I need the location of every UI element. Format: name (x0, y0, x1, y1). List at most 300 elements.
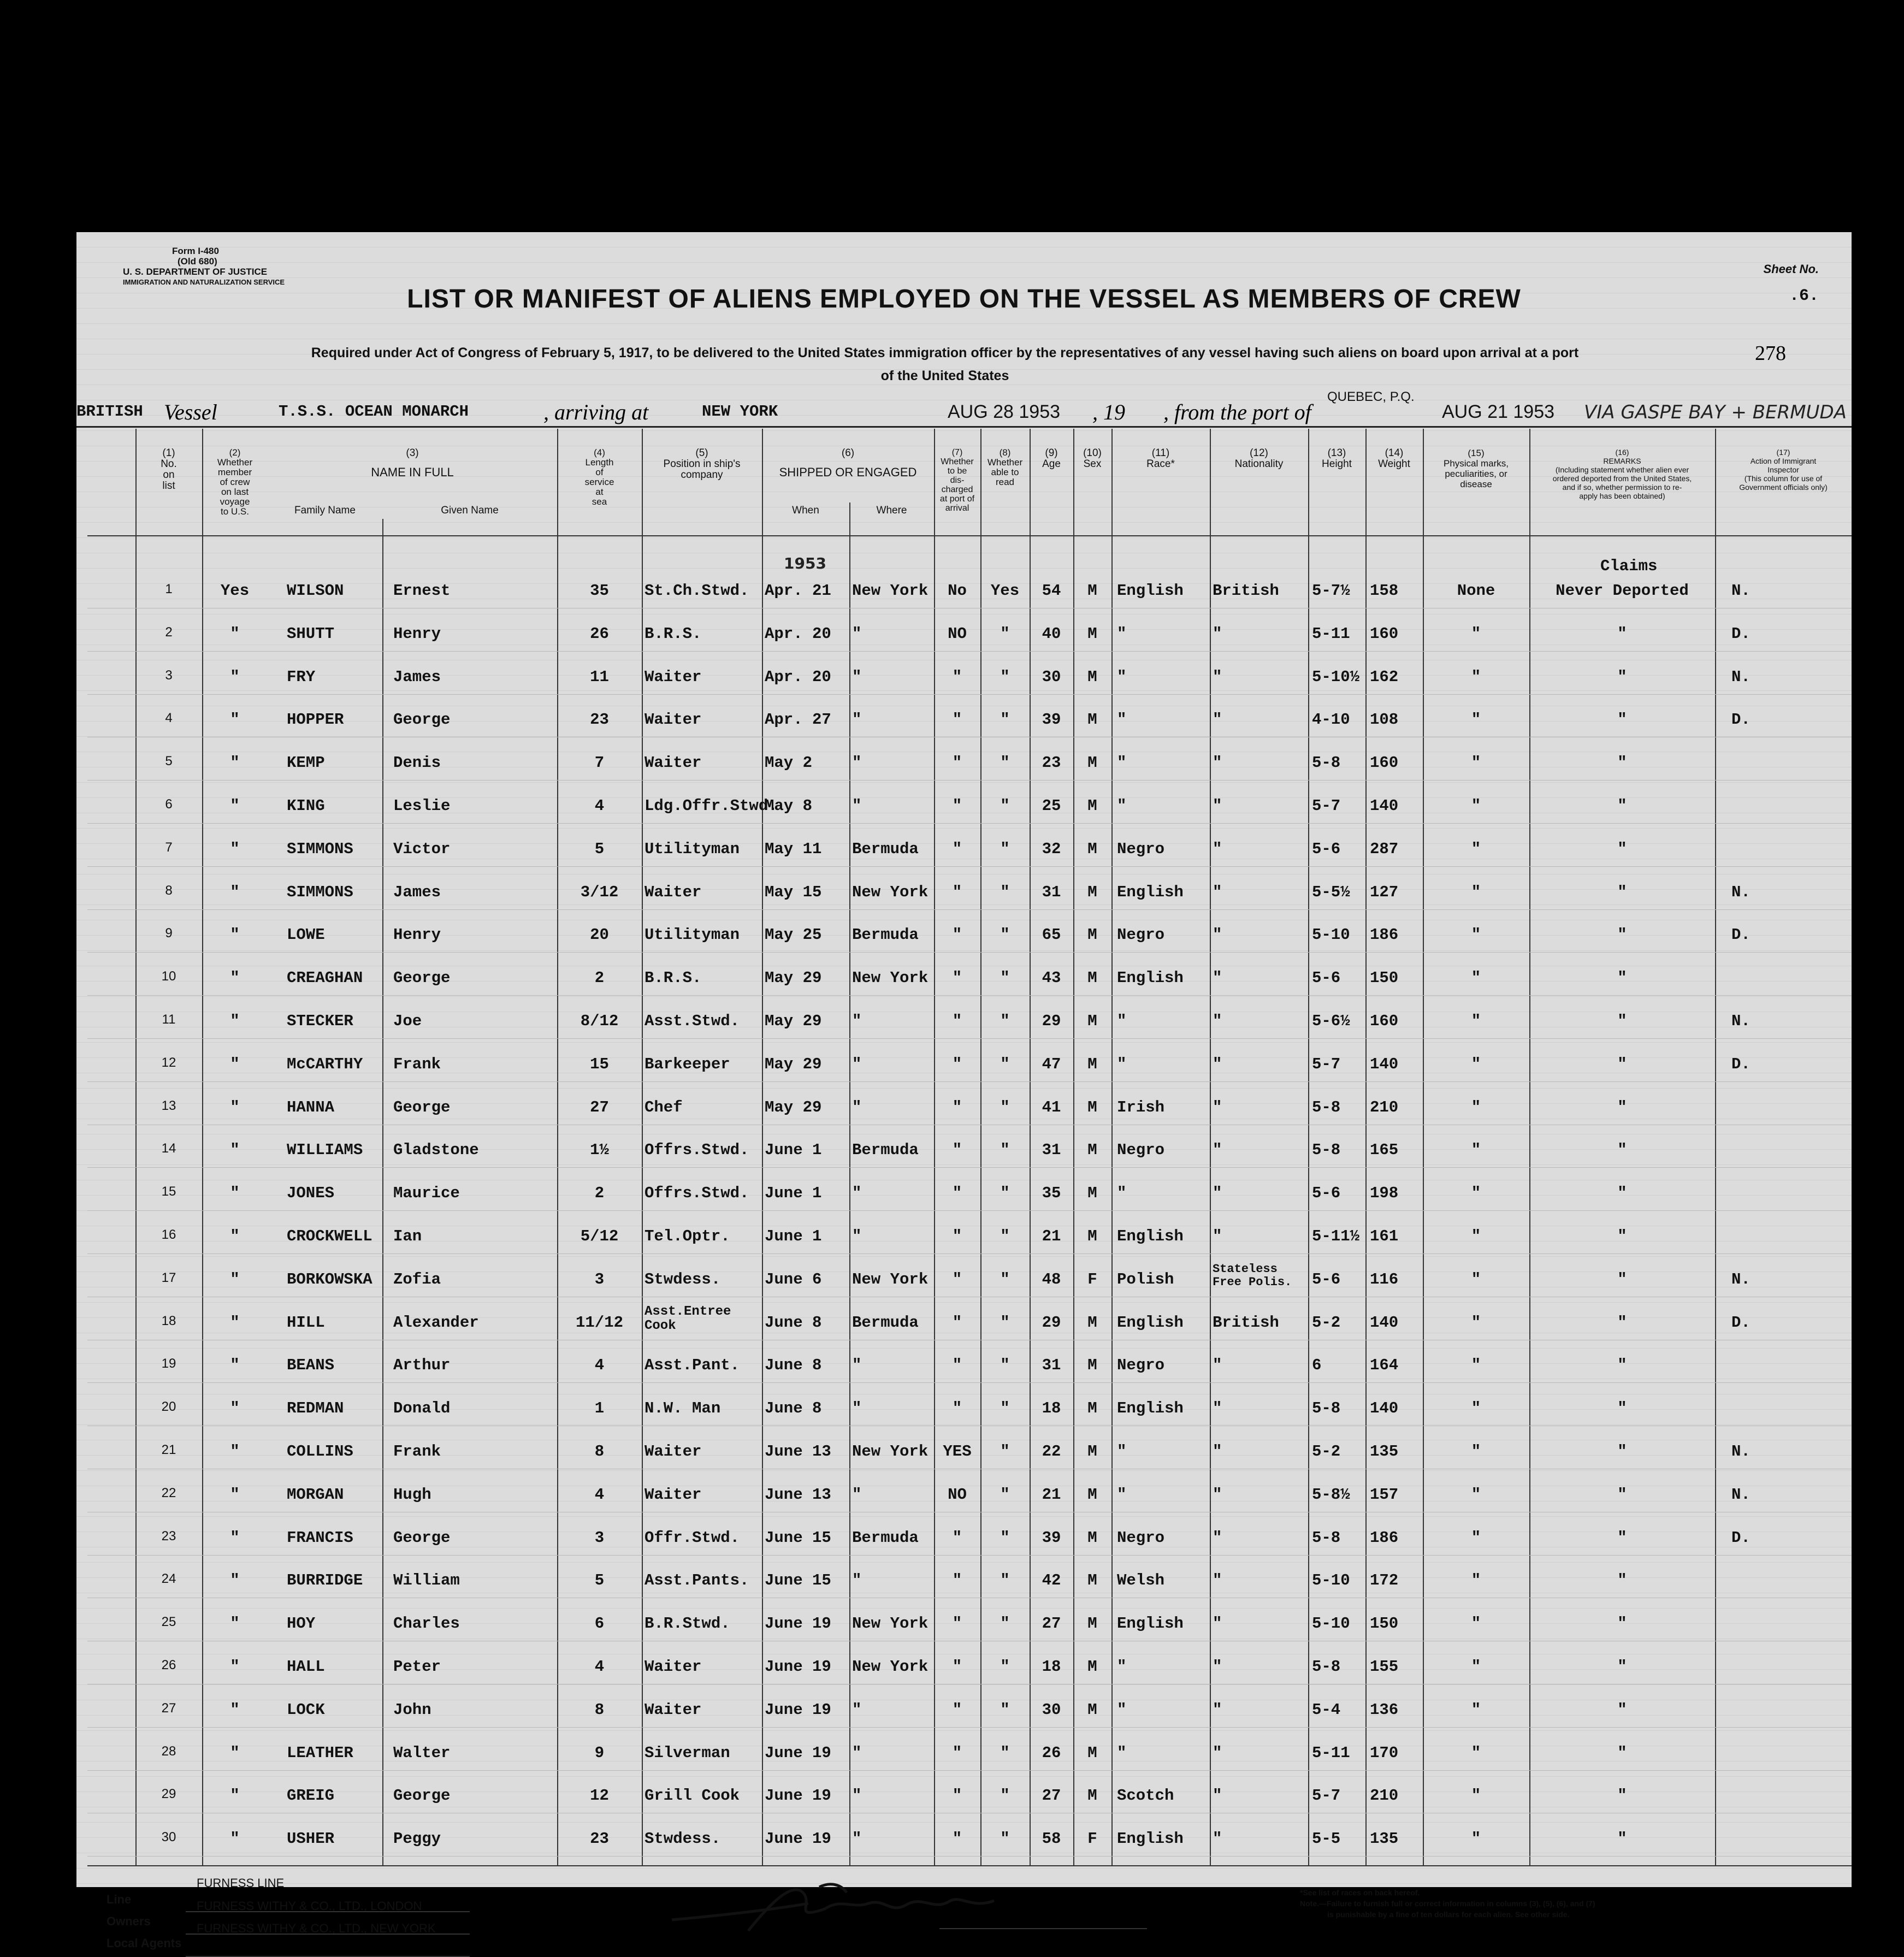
crew-shipped-where: " (852, 797, 862, 815)
crew-prev-voyage: " (230, 1658, 240, 1676)
crew-able-to-read: " (1000, 1658, 1010, 1676)
crew-remarks: " (1617, 1184, 1627, 1203)
crew-physical-marks: " (1471, 1141, 1481, 1160)
footnote-penalty: Note.—Failure to furnish full or correct information in columns (3), (5), (6), and (7) (1300, 1899, 1595, 1908)
crew-physical-marks: " (1471, 754, 1481, 772)
crew-position: Barkeeper (644, 1055, 730, 1073)
crew-able-to-read: " (1000, 1615, 1010, 1633)
crew-given-name: James (393, 883, 441, 901)
crew-family-name: CREAGHAN (287, 969, 363, 988)
crew-physical-marks: " (1471, 1485, 1481, 1504)
column-rule (382, 519, 383, 1865)
crew-nationality: " (1213, 1700, 1222, 1719)
crew-family-name: KING (287, 797, 325, 815)
crew-position: Waiter (644, 1658, 702, 1676)
crew-row-number: 3 (165, 667, 173, 683)
crew-shipped-where: " (852, 1399, 862, 1418)
crew-sex: M (1087, 582, 1097, 600)
crew-age: 25 (1042, 797, 1061, 815)
column-rule (1365, 429, 1367, 1865)
crew-sex: M (1087, 797, 1097, 815)
crew-shipped-where: New York (852, 1658, 929, 1676)
crew-able-to-read: " (1000, 1270, 1010, 1288)
crew-to-be-discharged: " (952, 1055, 962, 1073)
crew-prev-voyage: Yes (220, 582, 250, 600)
crew-remarks: " (1617, 1442, 1627, 1461)
crew-race: " (1117, 1700, 1127, 1719)
crew-position: Silverman (644, 1743, 730, 1762)
crew-length-of-service: 3 (594, 1270, 605, 1288)
crew-race: " (1117, 624, 1127, 643)
crew-prev-voyage: " (230, 1442, 240, 1461)
crew-remarks: " (1617, 926, 1627, 944)
crew-able-to-read: " (1000, 1356, 1010, 1375)
header-no-on-list: (1) No. on list (161, 447, 177, 492)
crew-physical-marks: " (1471, 797, 1481, 815)
crew-to-be-discharged: " (952, 1615, 962, 1633)
crew-family-name: STECKER (287, 1012, 353, 1030)
crew-nationality: " (1213, 883, 1222, 901)
crew-remarks: " (1617, 1615, 1627, 1633)
crew-nationality: British (1213, 582, 1279, 600)
crew-physical-marks: " (1471, 711, 1481, 729)
crew-shipped-where: " (852, 754, 862, 772)
crew-physical-marks: " (1471, 969, 1481, 988)
crew-to-be-discharged: " (952, 1743, 962, 1762)
crew-length-of-service: 4 (594, 797, 605, 815)
crew-shipped-when: May 29 (765, 1012, 822, 1030)
crew-height: 5-8 (1312, 1399, 1341, 1418)
crew-race: English (1117, 1313, 1184, 1332)
crew-position: Waiter (644, 667, 702, 686)
crew-sex: M (1087, 1787, 1097, 1805)
header-nationality: (12) Nationality (1234, 447, 1284, 470)
crew-race: English (1117, 1399, 1184, 1418)
crew-age: 21 (1042, 1485, 1061, 1504)
crew-height: 5-10 (1312, 1615, 1350, 1633)
crew-to-be-discharged: " (952, 969, 962, 988)
crew-row-number: 2 (165, 624, 173, 640)
crew-nationality: " (1213, 1528, 1222, 1547)
crew-sex: M (1087, 1313, 1097, 1332)
crew-shipped-where: New York (852, 582, 929, 600)
crew-shipped-where: New York (852, 969, 929, 988)
crew-length-of-service: 3 (594, 1528, 605, 1547)
crew-remarks: " (1617, 1571, 1627, 1590)
crew-able-to-read: " (1000, 1743, 1010, 1762)
crew-weight: 135 (1370, 1830, 1399, 1848)
crew-able-to-read: " (1000, 667, 1010, 686)
crew-prev-voyage: " (230, 1356, 240, 1375)
crew-shipped-when: Apr. 27 (765, 711, 831, 729)
crew-shipped-when: June 19 (765, 1658, 831, 1676)
crew-given-name: George (393, 711, 451, 729)
footer-owners-value: FURNESS WITHY & CO., LTD., LONDON (197, 1899, 422, 1913)
crew-height: 5-4 (1312, 1700, 1341, 1719)
crew-remarks: " (1617, 624, 1627, 643)
crew-length-of-service: 1½ (590, 1141, 609, 1160)
crew-position: N.W. Man (644, 1399, 721, 1418)
vessel-line (76, 389, 1852, 428)
crew-sex: M (1087, 1012, 1097, 1030)
crew-position: Tel.Optr. (644, 1227, 730, 1245)
from-port: QUEBEC, P.Q. (1327, 389, 1415, 404)
crew-sex: M (1087, 969, 1097, 988)
row-rule (87, 1081, 1852, 1082)
crew-race: Polish (1117, 1270, 1174, 1288)
crew-row-number: 27 (161, 1700, 176, 1716)
crew-weight: 140 (1370, 1313, 1399, 1332)
row-rule (87, 866, 1852, 867)
crew-shipped-when: June 19 (765, 1700, 831, 1719)
crew-inspector-action: N. (1731, 582, 1751, 600)
crew-able-to-read: " (1000, 797, 1010, 815)
crew-race: " (1117, 711, 1127, 729)
vessel-label: Vessel (164, 400, 217, 424)
arrival-date: AUG 28 1953 (948, 401, 1061, 422)
crew-remarks: " (1617, 1270, 1627, 1288)
crew-family-name: KEMP (287, 754, 325, 772)
crew-age: 21 (1042, 1227, 1061, 1245)
crew-row-number: 19 (161, 1356, 176, 1371)
crew-height: 5-7½ (1312, 582, 1350, 600)
crew-able-to-read: " (1000, 1485, 1010, 1504)
crew-age: 42 (1042, 1571, 1061, 1590)
crew-physical-marks: " (1471, 883, 1481, 901)
column-rule (849, 502, 850, 1865)
crew-able-to-read: " (1000, 1399, 1010, 1418)
crew-able-to-read: Yes (990, 582, 1020, 600)
crew-age: 31 (1042, 883, 1061, 901)
crew-weight: 186 (1370, 926, 1399, 944)
crew-age: 29 (1042, 1012, 1061, 1030)
crew-able-to-read: " (1000, 883, 1010, 901)
crew-able-to-read: " (1000, 1830, 1010, 1848)
crew-given-name: Walter (393, 1743, 451, 1762)
crew-age: 43 (1042, 969, 1061, 988)
vessel-nationality: BRITISH (76, 403, 143, 421)
crew-height: 4-10 (1312, 711, 1350, 729)
crew-race: " (1117, 1658, 1127, 1676)
crew-able-to-read: " (1000, 1313, 1010, 1332)
crew-sex: M (1087, 1700, 1097, 1719)
crew-remarks: " (1617, 711, 1627, 729)
crew-shipped-where: " (852, 1184, 862, 1203)
inspector-label: Immigrant Inspector (939, 1931, 1024, 1942)
crew-sex: M (1087, 1227, 1097, 1245)
crew-sex: M (1087, 1571, 1097, 1590)
crew-given-name: Maurice (393, 1184, 460, 1203)
crew-age: 40 (1042, 624, 1061, 643)
crew-shipped-when: June 15 (765, 1571, 831, 1590)
column-rule (1210, 429, 1211, 1865)
crew-race: " (1117, 1055, 1127, 1073)
crew-length-of-service: 4 (594, 1356, 605, 1375)
crew-position: Waiter (644, 754, 702, 772)
crew-to-be-discharged: " (952, 1399, 962, 1418)
crew-prev-voyage: " (230, 1141, 240, 1160)
crew-race: Negro (1117, 1356, 1165, 1375)
crew-to-be-discharged: " (952, 1356, 962, 1375)
crew-family-name: REDMAN (287, 1399, 344, 1418)
crew-height: 5-8 (1312, 754, 1341, 772)
crew-physical-marks: " (1471, 1658, 1481, 1676)
crew-given-name: Joe (393, 1012, 422, 1030)
crew-race: " (1117, 1184, 1127, 1203)
header-weight: (14) Weight (1378, 447, 1410, 470)
crew-weight: 160 (1370, 624, 1399, 643)
crew-to-be-discharged: " (952, 711, 962, 729)
crew-prev-voyage: " (230, 969, 240, 988)
row-rule (87, 1727, 1852, 1728)
crew-shipped-when: May 11 (765, 839, 822, 858)
page-subtitle (153, 341, 1737, 387)
crew-nationality: " (1213, 1571, 1222, 1590)
crew-prev-voyage: " (230, 883, 240, 901)
crew-row-number: 13 (161, 1098, 176, 1113)
crew-given-name: Donald (393, 1399, 451, 1418)
crew-shipped-when: June 8 (765, 1313, 822, 1332)
sheet-number: .6. (1789, 287, 1819, 305)
crew-family-name: GREIG (287, 1787, 335, 1805)
crew-to-be-discharged: " (952, 797, 962, 815)
crew-shipped-where: " (852, 1830, 862, 1848)
via-ports: VIA GASPE BAY + BERMUDA (1584, 401, 1847, 423)
crew-sex: M (1087, 1615, 1097, 1633)
crew-given-name: John (393, 1700, 431, 1719)
crew-height: 5-11 (1312, 1743, 1350, 1762)
crew-row-number: 21 (161, 1442, 176, 1457)
crew-shipped-where: " (852, 667, 862, 686)
crew-to-be-discharged: " (952, 839, 962, 858)
crew-height: 5-10 (1312, 1571, 1350, 1590)
crew-row-number: 28 (161, 1743, 176, 1759)
crew-age: 41 (1042, 1098, 1061, 1116)
crew-sex: M (1087, 1528, 1097, 1547)
crew-race: English (1117, 582, 1184, 600)
footer-agents-value: FURNESS WITHY & CO., LTD., NEW YORK (197, 1921, 436, 1935)
crew-shipped-where: " (852, 711, 862, 729)
footer-line-value: FURNESS LINE (197, 1876, 285, 1890)
crew-row-number: 25 (161, 1615, 176, 1630)
crew-prev-voyage: " (230, 1184, 240, 1203)
crew-length-of-service: 5/12 (580, 1227, 619, 1245)
crew-sex: F (1087, 1270, 1097, 1288)
crew-shipped-when: June 19 (765, 1787, 831, 1805)
crew-row-number: 24 (161, 1571, 176, 1587)
crew-shipped-when: May 25 (765, 926, 822, 944)
crew-remarks: " (1617, 1658, 1627, 1676)
header-name-in-full: NAME IN FULL (371, 465, 454, 479)
crew-physical-marks: " (1471, 1615, 1481, 1633)
crew-shipped-when: May 2 (765, 754, 813, 772)
crew-age: 31 (1042, 1141, 1061, 1160)
crew-able-to-read: " (1000, 1141, 1010, 1160)
crew-remarks: " (1617, 754, 1627, 772)
crew-able-to-read: " (1000, 1055, 1010, 1073)
crew-to-be-discharged: " (952, 1098, 962, 1116)
crew-nationality: " (1213, 754, 1222, 772)
crew-remarks: " (1617, 969, 1627, 988)
crew-able-to-read: " (1000, 1227, 1010, 1245)
crew-weight: 150 (1370, 1615, 1399, 1633)
crew-row-number: 15 (161, 1184, 176, 1199)
crew-age: 35 (1042, 1184, 1061, 1203)
crew-sex: M (1087, 624, 1097, 643)
crew-family-name: CROCKWELL (287, 1227, 372, 1245)
row-rule (87, 1210, 1852, 1211)
crew-length-of-service: 11/12 (575, 1313, 623, 1332)
crew-nationality: " (1213, 667, 1222, 686)
crew-length-of-service: 4 (594, 1485, 605, 1504)
crew-row-number: 29 (161, 1787, 176, 1802)
arriving-label: , arriving at (543, 400, 649, 424)
crew-age: 39 (1042, 711, 1061, 729)
crew-prev-voyage: " (230, 1313, 240, 1332)
crew-row-number: 14 (161, 1141, 176, 1156)
crew-remarks: " (1617, 883, 1627, 901)
crew-physical-marks: " (1471, 1270, 1481, 1288)
crew-row-number: 7 (165, 839, 173, 855)
crew-height: 5-6 (1312, 1270, 1341, 1288)
crew-able-to-read: " (1000, 1787, 1010, 1805)
header-length-of-service: (4) Length of service at sea (584, 447, 614, 507)
crew-physical-marks: " (1471, 624, 1481, 643)
crew-nationality: " (1213, 1141, 1222, 1160)
crew-weight: 162 (1370, 667, 1399, 686)
crew-family-name: HOY (287, 1615, 316, 1633)
crew-given-name: George (393, 969, 451, 988)
crew-prev-voyage: " (230, 1700, 240, 1719)
crew-shipped-when: June 1 (765, 1227, 822, 1245)
crew-sex: M (1087, 1743, 1097, 1762)
crew-length-of-service: 5 (594, 839, 605, 858)
crew-family-name: LOCK (287, 1700, 325, 1719)
crew-to-be-discharged: " (952, 1184, 962, 1203)
crew-race: Welsh (1117, 1571, 1165, 1590)
crew-to-be-discharged: " (952, 1658, 962, 1676)
crew-remarks: " (1617, 1485, 1627, 1504)
row-rule (87, 909, 1852, 910)
crew-position: B.R.S. (644, 969, 702, 988)
column-rule (1111, 429, 1113, 1865)
crew-shipped-where: " (852, 1700, 862, 1719)
crew-length-of-service: 23 (590, 711, 609, 729)
crew-race: English (1117, 1227, 1184, 1245)
crew-nationality: " (1213, 711, 1222, 729)
crew-row-number: 22 (161, 1485, 176, 1500)
crew-height: 5-2 (1312, 1442, 1341, 1461)
crew-remarks: " (1617, 1356, 1627, 1375)
crew-physical-marks: " (1471, 1184, 1481, 1203)
crew-nationality: " (1213, 1012, 1222, 1030)
footer-owners-label: Owners (107, 1914, 151, 1928)
crew-nationality: " (1213, 1442, 1222, 1461)
crew-sex: M (1087, 754, 1097, 772)
crew-age: 23 (1042, 754, 1061, 772)
header-height: (13) Height (1322, 447, 1352, 470)
form-identification (123, 246, 285, 287)
crew-race: " (1117, 1442, 1127, 1461)
crew-nationality: " (1213, 1830, 1222, 1848)
crew-nationality: " (1213, 1787, 1222, 1805)
crew-given-name: Ernest (393, 582, 451, 600)
header-name-number: (3) (406, 447, 419, 459)
crew-family-name: JONES (287, 1184, 335, 1203)
crew-weight: 287 (1370, 839, 1399, 858)
crew-row-number: 10 (161, 969, 176, 984)
crew-given-name: Henry (393, 624, 441, 643)
crew-position: Offrs.Stwd. (644, 1184, 749, 1203)
crew-age: 26 (1042, 1743, 1061, 1762)
crew-family-name: HANNA (287, 1098, 335, 1116)
footer-rule (186, 1934, 470, 1935)
claims-note: Claims (1600, 557, 1658, 575)
crew-family-name: LEATHER (287, 1743, 353, 1762)
crew-age: 65 (1042, 926, 1061, 944)
crew-shipped-where: Bermuda (852, 1313, 919, 1332)
crew-length-of-service: 7 (594, 754, 605, 772)
crew-weight: 140 (1370, 1399, 1399, 1418)
header-rule (87, 535, 1852, 536)
crew-position: Stwdess. (644, 1830, 721, 1848)
crew-to-be-discharged: No (948, 582, 967, 600)
crew-age: 31 (1042, 1356, 1061, 1375)
crew-race: English (1117, 1615, 1184, 1633)
crew-to-be-discharged: " (952, 1787, 962, 1805)
crew-age: 18 (1042, 1399, 1061, 1418)
crew-inspector-action: N. (1731, 1270, 1751, 1288)
crew-height: 5-11 (1312, 624, 1350, 643)
crew-inspector-action: D. (1731, 624, 1751, 643)
crew-length-of-service: 23 (590, 1830, 609, 1848)
crew-height: 5-8 (1312, 1528, 1341, 1547)
crew-height: 5-6 (1312, 969, 1341, 988)
crew-position: Waiter (644, 1442, 702, 1461)
crew-position: Utilityman (644, 926, 740, 944)
crew-remarks: " (1617, 839, 1627, 858)
footnote-races: *See list of races on back hereof. (1300, 1888, 1420, 1897)
sheet-number-label: Sheet No. (1763, 262, 1819, 276)
crew-race: Scotch (1117, 1787, 1174, 1805)
header-shipped-number: (6) (841, 447, 855, 459)
crew-shipped-when: May 29 (765, 1055, 822, 1073)
crew-prev-voyage: " (230, 1399, 240, 1418)
crew-nationality: " (1213, 1615, 1222, 1633)
crew-position: Ldg.Offr.Stwd. (644, 797, 778, 815)
crew-inspector-action: N. (1731, 883, 1751, 901)
crew-length-of-service: 20 (590, 926, 609, 944)
crew-length-of-service: 5 (594, 1571, 605, 1590)
crew-given-name: Alexander (393, 1313, 479, 1332)
crew-sex: F (1087, 1830, 1097, 1848)
crew-height: 5-5½ (1312, 883, 1350, 901)
header-given-name: Given Name (441, 505, 499, 516)
crew-race: Irish (1117, 1098, 1165, 1116)
crew-given-name: George (393, 1787, 451, 1805)
crew-able-to-read: " (1000, 754, 1010, 772)
crew-position: Utilityman (644, 839, 740, 858)
crew-prev-voyage: " (230, 1787, 240, 1805)
crew-height: 5-7 (1312, 1787, 1341, 1805)
crew-age: 32 (1042, 839, 1061, 858)
crew-shipped-where: " (852, 1743, 862, 1762)
page-number: 278 (1755, 342, 1786, 365)
crew-remarks: " (1617, 1141, 1627, 1160)
crew-sex: M (1087, 1184, 1097, 1203)
footer-line-label: Line (107, 1893, 132, 1906)
crew-height: 5-5 (1312, 1830, 1341, 1848)
